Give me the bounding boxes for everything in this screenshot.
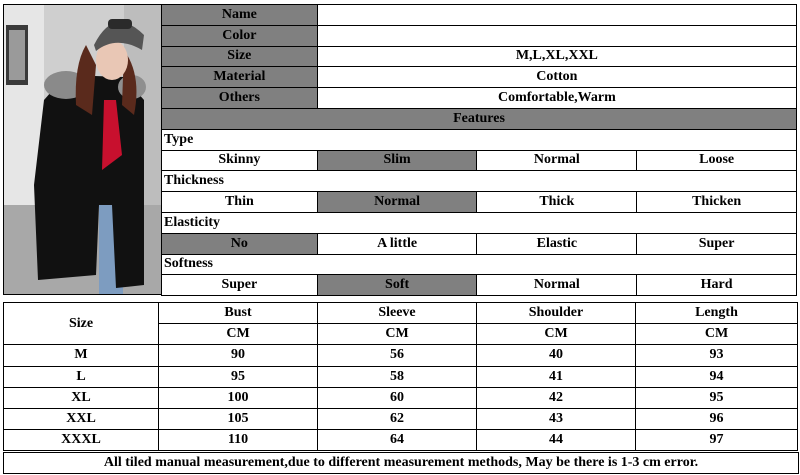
feature-option: Normal [477, 150, 637, 171]
feature-option: Slim [317, 150, 477, 171]
info-row-material [162, 67, 797, 88]
feature-option: Normal [317, 192, 477, 213]
feature-option: No [162, 233, 318, 254]
feature-option: Super [637, 233, 797, 254]
size-cell: XXL [4, 408, 159, 429]
material-value: Cotton [317, 67, 796, 88]
feature-option: Soft [317, 275, 477, 296]
feature-options-row [162, 275, 797, 296]
feature-option: Skinny [162, 150, 318, 171]
feature-option: Thick [477, 192, 637, 213]
column-header-bust: Bust [159, 303, 318, 324]
color-value [317, 25, 796, 46]
info-row-name [162, 5, 797, 26]
value-cell: 60 [318, 387, 477, 408]
model-in-coat-image [4, 5, 161, 294]
feature-group-row [162, 171, 797, 192]
feature-options-row [162, 150, 797, 171]
table-row [4, 345, 798, 366]
value-cell: 58 [318, 366, 477, 387]
feature-group-row [162, 212, 797, 233]
value-cell: 105 [159, 408, 318, 429]
feature-option: A little [317, 233, 477, 254]
feature-group-label: Type [162, 129, 797, 150]
unit-label: CM [636, 324, 798, 345]
unit-label: CM [159, 324, 318, 345]
table-row [4, 366, 798, 387]
others-label: Others [162, 88, 318, 109]
info-row-others [162, 88, 797, 109]
info-row-color [162, 25, 797, 46]
feature-option: Hard [637, 275, 797, 296]
value-cell: 40 [477, 345, 636, 366]
feature-group-label: Elasticity [162, 212, 797, 233]
value-cell: 56 [318, 345, 477, 366]
feature-group-row [162, 129, 797, 150]
features-header-row [162, 108, 797, 129]
value-cell: 94 [636, 366, 798, 387]
size-cell: L [4, 366, 159, 387]
size-chart-header-row [4, 303, 798, 324]
value-cell: 41 [477, 366, 636, 387]
size-chart-table [3, 302, 798, 451]
table-row [4, 430, 798, 451]
feature-group-label: Thickness [162, 171, 797, 192]
color-label: Color [162, 25, 318, 46]
feature-option: Super [162, 275, 318, 296]
column-header-shoulder: Shoulder [477, 303, 636, 324]
feature-option: Thin [162, 192, 318, 213]
column-header-length: Length [636, 303, 798, 324]
value-cell: 95 [636, 387, 798, 408]
measurement-note: All tiled manual measurement,due to different measurement methods, May be there is 1-3 cm error. [3, 452, 799, 474]
value-cell: 93 [636, 345, 798, 366]
feature-option: Elastic [477, 233, 637, 254]
value-cell: 64 [318, 430, 477, 451]
column-header-sleeve: Sleeve [318, 303, 477, 324]
feature-option: Normal [477, 275, 637, 296]
others-value: Comfortable,Warm [317, 88, 796, 109]
value-cell: 90 [159, 345, 318, 366]
name-value [317, 5, 796, 26]
table-row [4, 387, 798, 408]
size-cell: XL [4, 387, 159, 408]
table-row [4, 408, 798, 429]
value-cell: 44 [477, 430, 636, 451]
size-cell: M [4, 345, 159, 366]
product-photo [3, 4, 162, 295]
unit-label: CM [318, 324, 477, 345]
feature-option: Thicken [637, 192, 797, 213]
value-cell: 95 [159, 366, 318, 387]
feature-option: Loose [637, 150, 797, 171]
value-cell: 110 [159, 430, 318, 451]
value-cell: 62 [318, 408, 477, 429]
features-title: Features [162, 108, 797, 129]
value-cell: 100 [159, 387, 318, 408]
size-label: Size [162, 46, 318, 67]
value-cell: 42 [477, 387, 636, 408]
size-cell: XXXL [4, 430, 159, 451]
unit-label: CM [477, 324, 636, 345]
material-label: Material [162, 67, 318, 88]
info-row-size [162, 46, 797, 67]
size-column-header: Size [4, 303, 159, 345]
value-cell: 96 [636, 408, 798, 429]
product-info-table [161, 4, 797, 296]
feature-group-label: Softness [162, 254, 797, 275]
value-cell: 43 [477, 408, 636, 429]
feature-group-row [162, 254, 797, 275]
value-cell: 97 [636, 430, 798, 451]
feature-options-row [162, 192, 797, 213]
feature-options-row [162, 233, 797, 254]
name-label: Name [162, 5, 318, 26]
size-value: M,L,XL,XXL [317, 46, 796, 67]
